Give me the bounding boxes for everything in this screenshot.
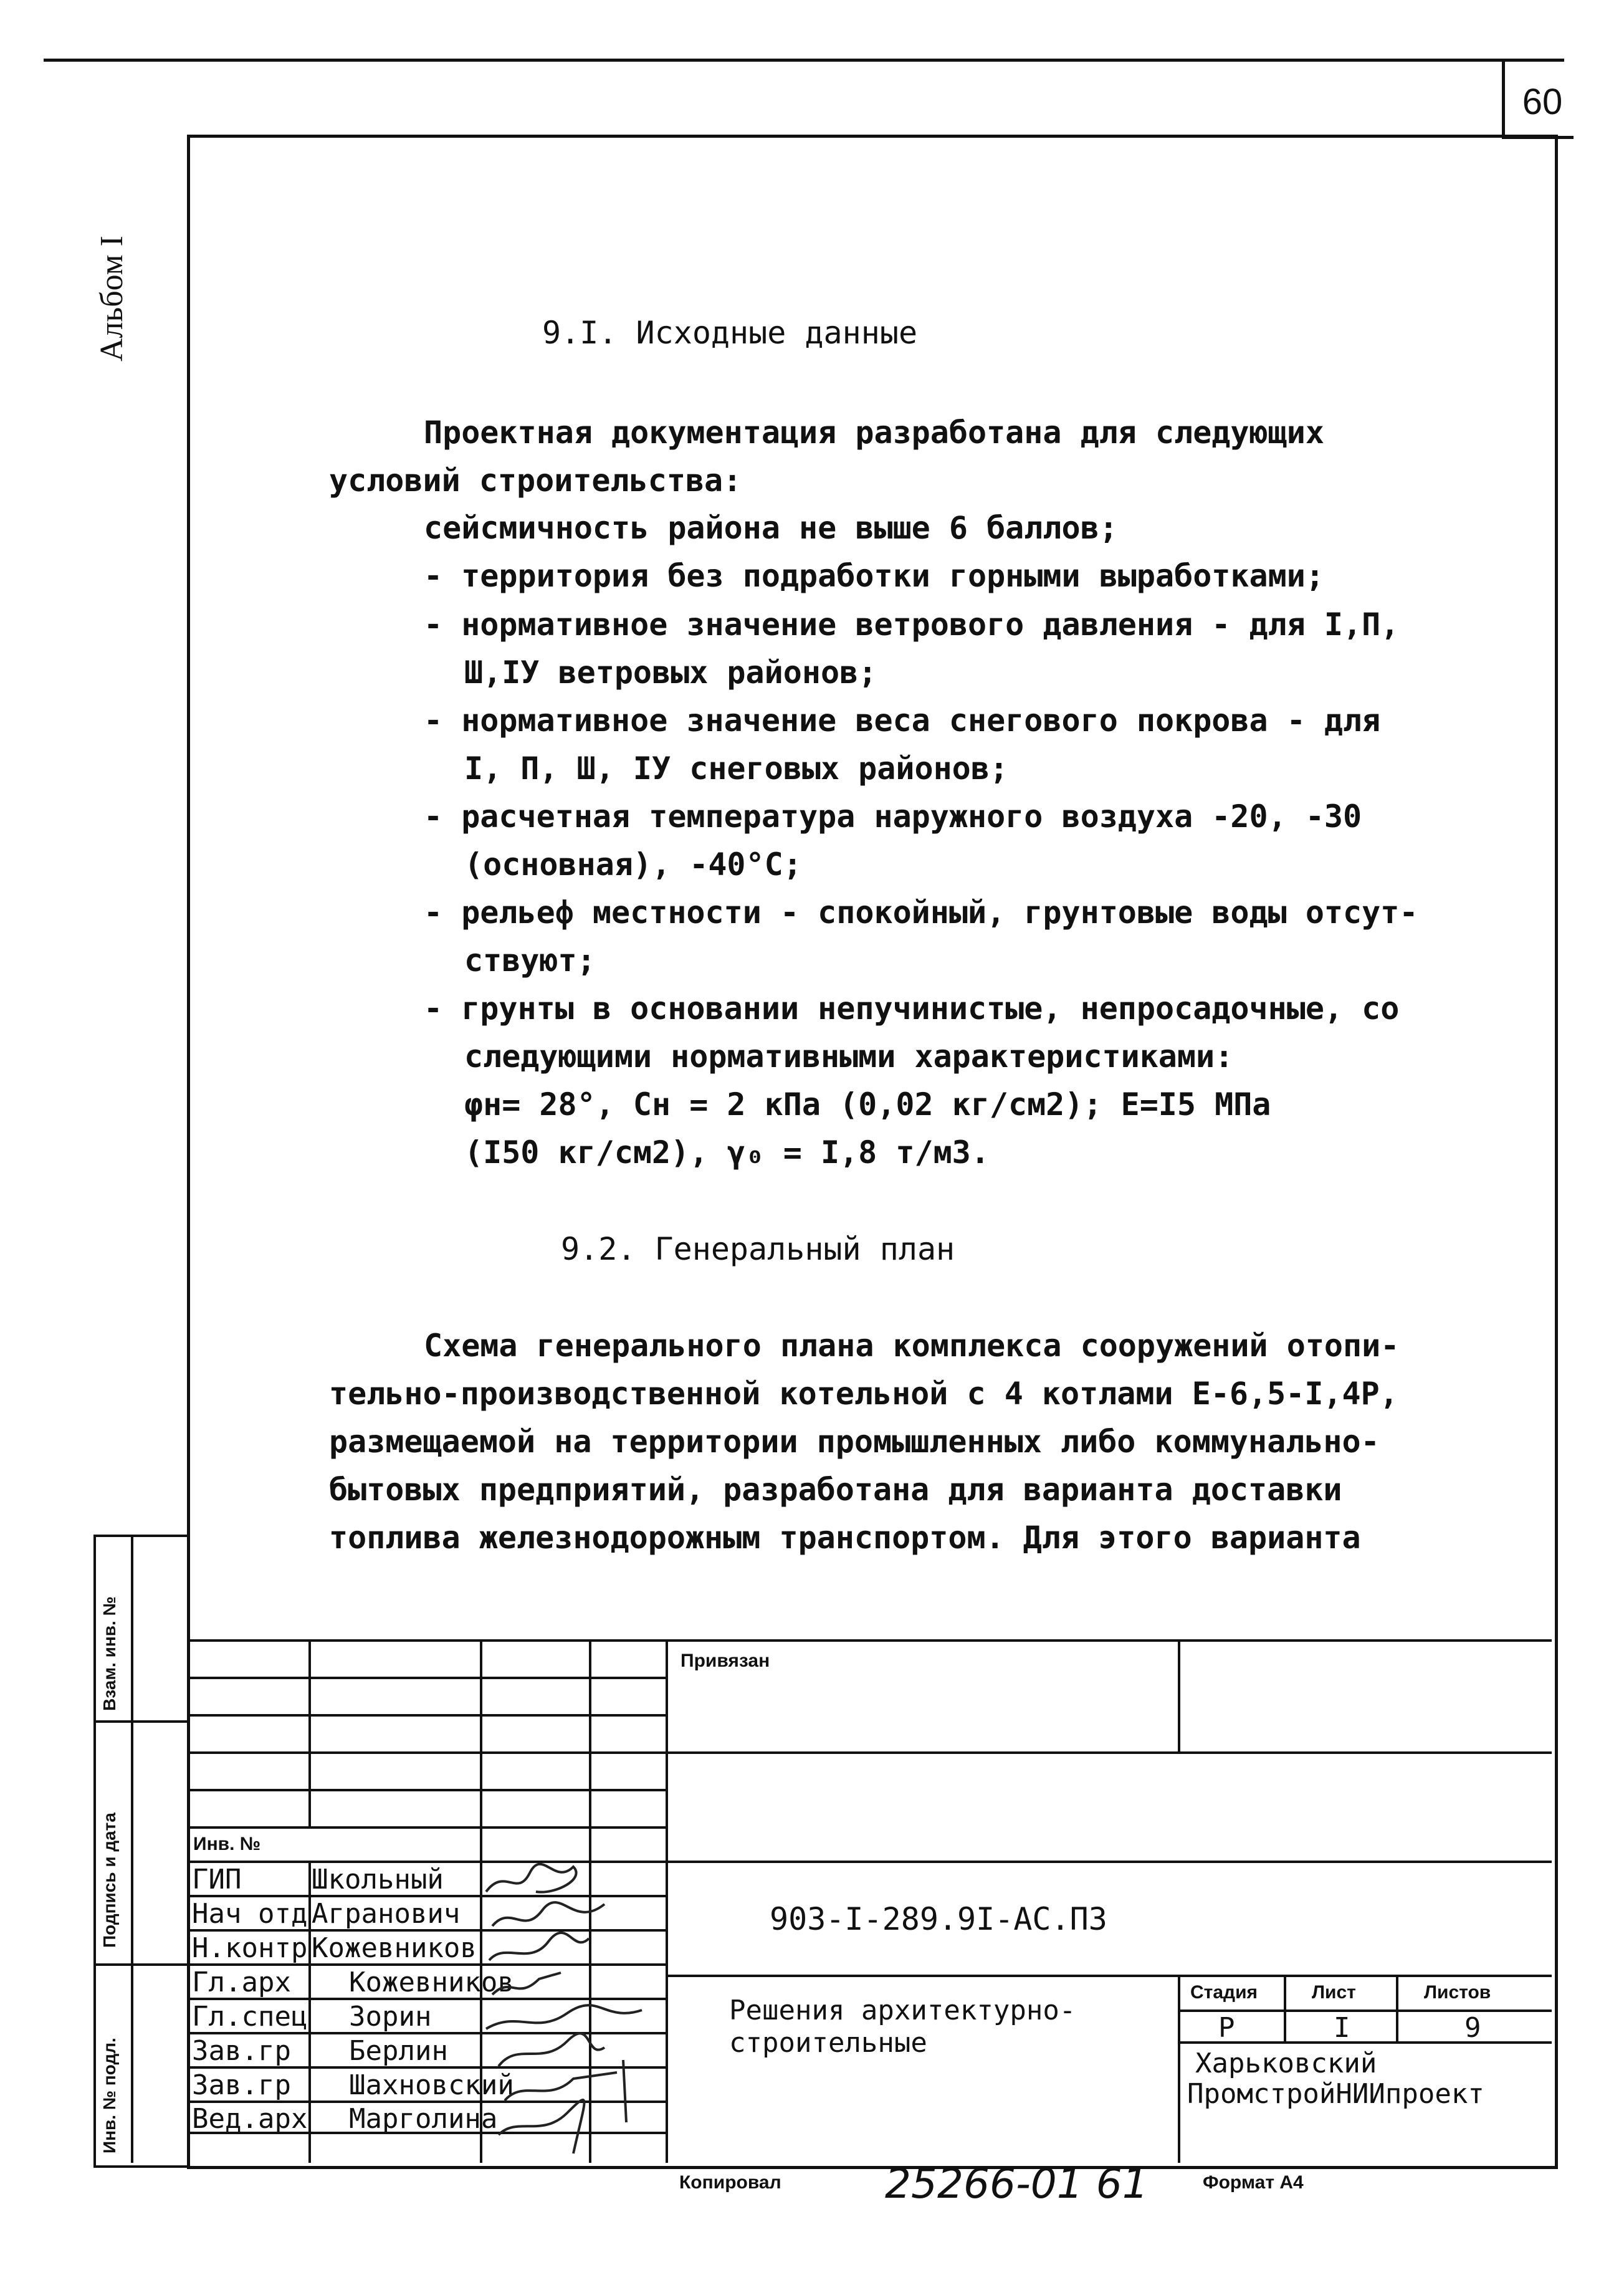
section-2-line: тельно-производственной котельной с 4 котлами Е-6,5-I,4Р, (329, 1376, 1398, 1412)
top-border-line (44, 59, 1564, 62)
person-name: Кожевников (312, 1932, 477, 1964)
copied-label: Копировал (679, 2172, 781, 2193)
role-label: Зав.гр (192, 2035, 291, 2067)
section-1-formula-line: (I50 кг/см2), γ₀ = I,8 т/м3. (464, 1134, 990, 1171)
side-label-vzam: Взам. инв. № (100, 1596, 119, 1711)
handwritten-code: 25266-01 61 (885, 2160, 1149, 2208)
section-1-item-line: - нормативное значение веса снегового покрова - для (424, 702, 1381, 739)
stamp-row-line (187, 1677, 666, 1679)
stamp-row-line (187, 1751, 666, 1754)
person-name: Агранович (312, 1898, 461, 1930)
stamp-row-line (187, 1789, 666, 1791)
document-code: 903-I-289.9I-АС.ПЗ (770, 1901, 1107, 1937)
stamp-info-divider (1178, 1975, 1180, 2163)
document-title-line: Решения архитектурно- (729, 1995, 1076, 2026)
section-1-intro-line: Проектная документация разработана для следующих (424, 414, 1324, 451)
album-label: Альбом I (94, 236, 130, 362)
sheets-header: Листов (1424, 1982, 1491, 2003)
section-2-line: бытовых предприятий, разработана для варианта доставки (329, 1472, 1342, 1508)
role-label: Нач отд (192, 1898, 308, 1930)
section-1-intro-line: условий строительства: (329, 462, 742, 499)
section-1-item-line: - рельеф местности - спокойный, грунтовые воды отсут- (424, 894, 1418, 931)
section-1-item-line: (основная), -40°С; (464, 846, 802, 883)
stamp-line (1396, 1975, 1398, 2041)
role-label: Зав.гр (192, 2069, 291, 2101)
stage-value: Р (1218, 2012, 1235, 2044)
side-strip-divider (131, 1535, 133, 2163)
stamp-line (666, 1861, 1552, 1863)
person-name: Зорин (349, 2001, 432, 2033)
side-label-inv-podl: Инв. № подл. (100, 2038, 119, 2153)
section-1-item-line: Ш,IУ ветровых районов; (464, 654, 877, 691)
stamp-top-line (187, 1639, 1552, 1642)
section-1-item-line: - нормативное значение ветрового давления - для I,П, (424, 606, 1400, 643)
stamp-line (666, 1975, 1552, 1977)
role-label: Вед.арх (192, 2103, 308, 2135)
format-label: Формат А4 (1203, 2172, 1304, 2193)
stage-header: Стадия (1190, 1982, 1258, 2003)
sheet-header: Лист (1312, 1982, 1356, 2003)
section-2-title: 9.2. Генеральный план (561, 1231, 955, 1267)
person-name: Шахновский (349, 2069, 514, 2101)
stamp-line (666, 1751, 1552, 1754)
role-label: Н.контр (192, 1932, 308, 1964)
person-name: Кожевников (349, 1966, 514, 1998)
section-1-item-line: - расчетная температура наружного воздуха -20, -30 (424, 798, 1362, 835)
sheet-value: I (1334, 2012, 1350, 2044)
stamp-row-line (187, 1826, 666, 1829)
role-label: Гл.арх (192, 1966, 291, 1998)
section-1-formula-line: φн= 28°, Сн = 2 кПа (0,02 кг/см2); Е=I5 МПа (464, 1086, 1271, 1123)
stamp-privyazan-divider (1178, 1639, 1180, 1751)
person-name: Марголина (349, 2103, 498, 2135)
section-1-item-line: ствуют; (464, 942, 596, 979)
section-1-title: 9.I. Исходные данные (542, 315, 918, 351)
stamp-line (1284, 1975, 1286, 2041)
section-1-item-line: - территория без подработки горными выработками; (424, 558, 1324, 594)
section-2-line: размещаемой на территории промышленных либо коммунально- (329, 1424, 1380, 1460)
stamp-col-line (308, 1861, 311, 2163)
side-strip-sep (93, 1720, 187, 1723)
section-1-item-line: следующими нормативными характеристиками: (464, 1038, 1234, 1075)
inv-no-label: Инв. № (193, 1834, 261, 1854)
stamp-col-line (308, 1639, 311, 1826)
person-name: Берлин (349, 2035, 448, 2067)
signature-scribbles (480, 1861, 667, 2160)
section-1-item-line: - грунты в основании непучинистые, непросадочные, со (424, 990, 1400, 1027)
organization-line: Харьковский (1195, 2048, 1377, 2079)
section-1-item-line: сейсмичность района не выше 6 баллов; (424, 510, 1118, 546)
section-1-item-line: I, П, Ш, IУ снеговых районов; (464, 750, 1008, 787)
privyazan-label: Привязан (681, 1650, 770, 1671)
document-title-line: строительные (729, 2027, 927, 2059)
side-label-podpis: Подпись и дата (100, 1813, 119, 1948)
sheets-value: 9 (1464, 2012, 1481, 2044)
person-name: Школьный (312, 1864, 444, 1895)
role-label: ГИП (192, 1864, 242, 1895)
side-strip-sep (93, 1963, 187, 1966)
page-number: 60 (1522, 82, 1563, 122)
role-label: Гл.спец (192, 2001, 308, 2033)
stamp-row-line (187, 1714, 666, 1717)
organization-line: ПромстройНИИпроект (1187, 2078, 1484, 2110)
section-2-line: Схема генерального плана комплекса сооружений отопи- (424, 1328, 1400, 1364)
section-2-line: топлива железнодорожным транспортом. Для этого варианта (329, 1520, 1361, 1556)
